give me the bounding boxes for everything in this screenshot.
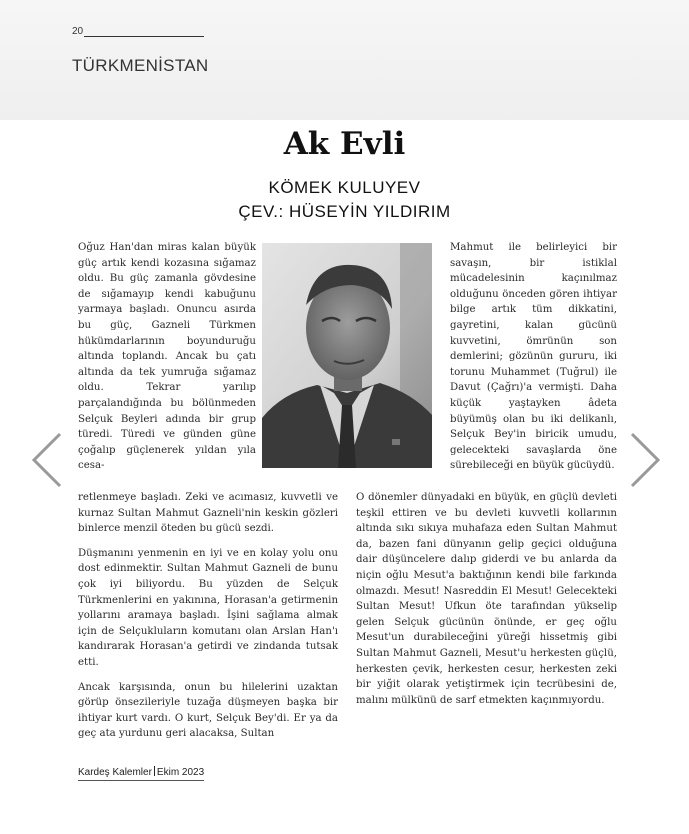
next-page-button[interactable] [628,430,662,490]
magazine-name: Kardeş Kalemler [78,767,152,778]
page-number: 20 [72,26,84,37]
body-column-left-lower [78,490,338,751]
article-translator: ÇEV.: HÜSEYİN YILDIRIM [238,202,451,221]
article-author: KÖMEK KULUYEV [268,178,421,197]
paragraph: Mahmut ile belirleyici bir savaşın, bir istiklal mücadelesinin kaçınılmaz olduğunu önceden gören ihtiyar bilge artık tüm dikkatini, gayretini, kalan gücünü kuvvetini, ömrünün son demlerini; gözünün gururu, iki torunu Muhammet (Tuğrul) ile Davut (Çağrı)'a vermişti. Daha küçük yaştayken âdeta büyümüş olan bu iki delikanlı, Selçuk Bey'in biricik umudu, gelecekteki savaşlarda öne sürebileceği en büyük gücüydü. [450,242,617,472]
chevron-right-icon [628,430,662,490]
page-footer [78,766,204,781]
page-number-rule [84,36,204,37]
body-column-left [78,240,256,483]
footer-separator [154,766,155,776]
body-column-right-top [450,240,617,483]
issue-date: Ekim 2023 [156,767,205,778]
paragraph: Ancak karşısında, onun bu hilelerini uzaktan görüp önsezileriyle tuzağa düşmeyen başka bir ihtiyar kurt vardı. O kurt, Selçuk Bey'di. Er ya da geç ata yurdunu geri alacaksa, Sultan [78,681,338,740]
author-portrait [262,243,432,468]
section-title: TÜRKMENİSTAN [72,56,209,75]
article-title: Ak Evli [283,126,406,162]
paragraph: Oğuz Han'dan miras kalan büyük güç artık kendi kozasına sığamaz oldu. Bu güç zamanla gövdesine de sığamayıp kendi kabuğunu yarmaya başladı. Onuncu asırda bu güç, Gazneli Türkmen hükümdarlarının boyunduruğu altında toplandı. Ancak bu çatı altında da tek yumruğa sığamaz oldu. Tekrar yarılıp parçalandığında bu bölünmeden Selçuk Beyleri adında bir grup türedi. Türedi ve günden güne çoğalıp güçlenerek yıldan yıla cesa- [78,242,256,472]
previous-page-button[interactable] [30,430,64,490]
paragraph: retlenmeye başladı. Zeki ve acımasız, kuvvetli ve kurnaz Sultan Mahmut Gazneli'nin keskin gözleri binlerce menzil öteden bu gücü sezdi. [78,492,338,535]
paragraph: Düşmanını yenmenin en iyi ve en kolay yolu onu dost edinmektir. Sultan Mahmut Gazneli de bunu çok iyi biliyordu. Bu yüzden de Selçuk Türkmenlerini en yakınına, Horasan'a getirmenin yollarını aramaya başladı. İşini sağlama almak için de Selçukluların komutanı olan Arslan Han'ı kandırarak Horasan'a getirdi ve zindanda tutsak etti. [78,547,338,668]
body-column-right [356,490,617,717]
chevron-left-icon [30,430,64,490]
paragraph: O dönemler dünyadaki en büyük, en güçlü devleti teşkil ettiren ve bu devleti kuvvetli kollarının altında sıkı sıkıya muhafaza eden Sultan Mahmut da, bazen fani dünyanın gelip geçici olduğuna dair düşüncelere dalıp giderdi ve bu anlarda da niçin oğlu Mesut'a baktığının kendi bile farkında olmazdı. Mesut! Nasreddin El Mesut! Gelecekteki Sultan Mesut! Ufkun öte tarafından yükselip gelen Selçuk gücünün önünde, er geç oğlu Mesut'un durabileceğini yüreği hissetmiş gibi Sultan Mahmut Gazneli, Mesut'u herkesten güçlü, herkesten çevik, herkesten cesur, herkesten zeki bir yiğit olarak yetiştirmek için tecrübesini de, malını mülkünü de sarf etmekten kaçınmıyordu. [356,492,617,706]
